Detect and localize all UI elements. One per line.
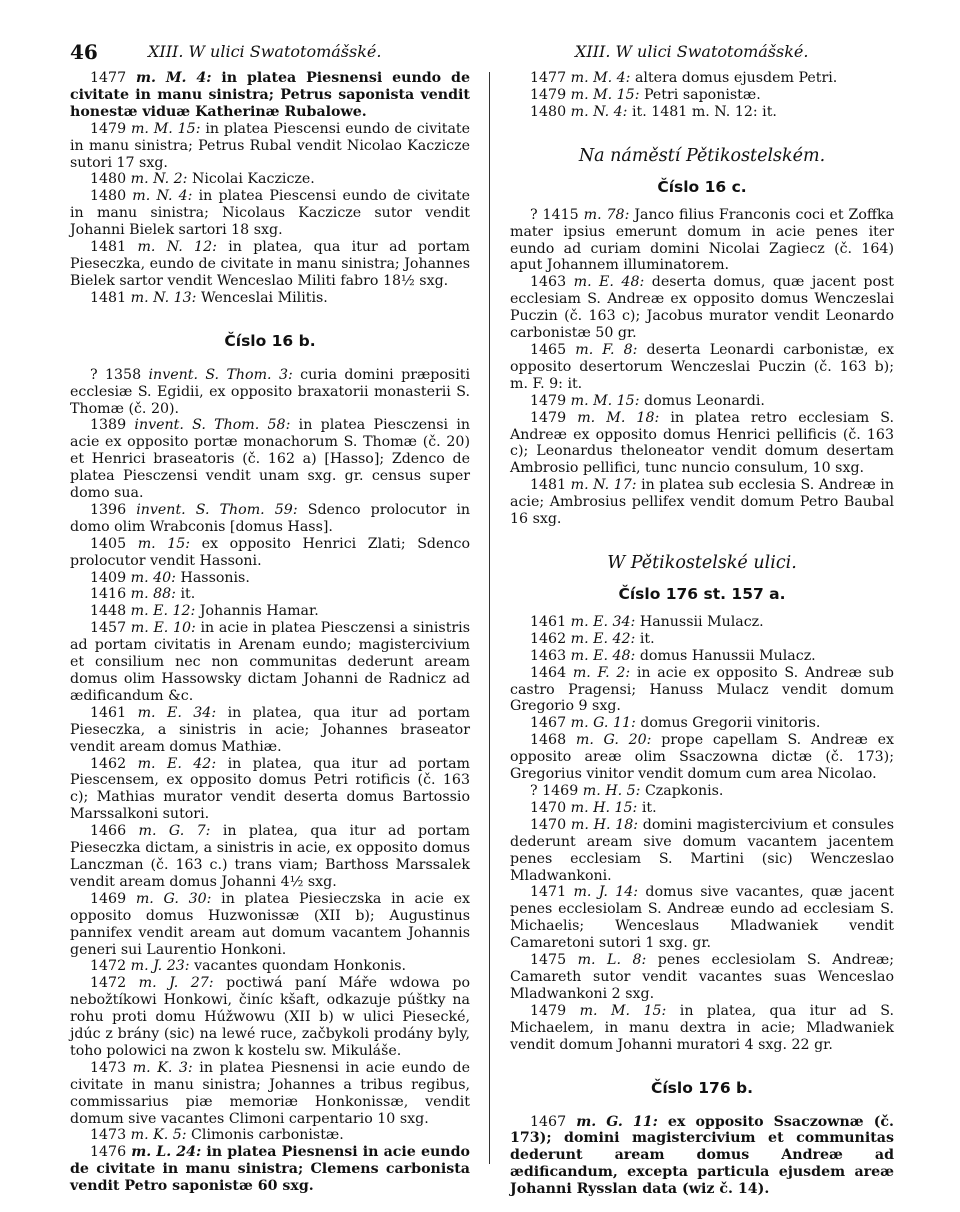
entry bbox=[510, 800, 894, 817]
entry-year: 1472 bbox=[90, 958, 127, 975]
entry-text: domus Hanussii Mulacz. bbox=[639, 647, 816, 664]
entry-year: 1469 bbox=[90, 890, 127, 907]
entry-reference: m. H. 15: bbox=[570, 799, 638, 816]
entry-year: 1466 bbox=[90, 823, 127, 840]
section-title-176b: Číslo 176 b. bbox=[650, 1078, 753, 1097]
entry-group bbox=[510, 70, 894, 121]
entry-year: 1476 bbox=[90, 1144, 127, 1161]
entry-year: 1461 bbox=[90, 704, 127, 721]
entry-year: 1472 bbox=[90, 975, 127, 992]
entry-text: ex opposito Henrici Zlati; Sdenco prolocutor vendit Hassoni. bbox=[70, 535, 471, 569]
entry bbox=[70, 756, 470, 824]
entry bbox=[510, 1114, 894, 1199]
entry-year: 1470 bbox=[530, 799, 567, 816]
entry-reference: m. E. 34: bbox=[137, 704, 217, 721]
entry-reference: m. 78: bbox=[583, 206, 630, 223]
entry-text: Hassonis. bbox=[180, 569, 250, 586]
entry-year: 1480 bbox=[90, 171, 127, 188]
entry-reference: m. F. 2: bbox=[572, 664, 631, 681]
entry-reference: m. M. 18: bbox=[577, 409, 660, 426]
entry bbox=[70, 188, 470, 239]
entry bbox=[510, 884, 894, 952]
entry bbox=[70, 705, 470, 756]
entry-reference: invent. S. Thom. 58: bbox=[134, 417, 291, 434]
entry-text: domus sive vacantes, quæ jacent penes ecclesiolam S. Andreæ eundo ad ecclesiam S. Michaelis; Wenceslaus Mladwaniek vendit Camaretoni sutori 1 sxg. gr. bbox=[510, 884, 895, 952]
entry bbox=[70, 1127, 470, 1144]
entry-year: 1481 bbox=[90, 239, 127, 256]
entry bbox=[510, 1003, 894, 1054]
entry-reference: m. L. 8: bbox=[577, 952, 647, 969]
entry-text: altera domus ejusdem Petri. bbox=[634, 70, 838, 86]
entry-year: 1473 bbox=[90, 1127, 127, 1144]
running-title-right: XIII. W ulici Swatotomášské. bbox=[575, 42, 809, 61]
entry-year: 1409 bbox=[90, 569, 127, 586]
entry-reference: m. G. 11: bbox=[570, 715, 636, 732]
entry-reference: m. J. 23: bbox=[130, 958, 190, 975]
entry-text: in platea Piescensi eundo de civitate in manu sinistra; Nicolaus Kaczicze sutor vendit Johanni Bielek sartori 18 sxg. bbox=[70, 188, 470, 239]
entry-year: ? 1415 bbox=[530, 206, 579, 223]
entry-text: deserta Leonardi carbonistæ, ex opposito desertorum Wenczeslai Puczin (č. 163 b); m. F. 9: it. bbox=[510, 341, 894, 392]
entry-text: in platea, qua itur ad S. Michaelem, in manu dextra in acie; Mladwaniek vendit domum Johanni muratori 4 sxg. 22 gr. bbox=[510, 1002, 895, 1053]
entry-text: penes ecclesiolam S. Andreæ; Camareth sutor vendit vacantes suas Wenceslao Mladwankoni 2 sxg. bbox=[510, 952, 894, 1002]
entry-reference: m. E. 34: bbox=[570, 613, 636, 630]
entry-reference: m. M. 15: bbox=[570, 392, 640, 409]
entry-reference: m. K. 3: bbox=[132, 1059, 193, 1076]
entry bbox=[70, 620, 470, 705]
entry-reference: m. L. 24: bbox=[131, 1144, 202, 1161]
entry-reference: m. G. 7: bbox=[138, 823, 211, 840]
entry-year: 1471 bbox=[530, 884, 567, 901]
entry-reference: m. J. 27: bbox=[138, 975, 214, 992]
entry-reference: m. G. 30: bbox=[135, 890, 212, 907]
entry-year: 1475 bbox=[530, 952, 567, 969]
entry-text: it. bbox=[641, 799, 657, 816]
entry-year: 1463 bbox=[530, 647, 567, 664]
entry-year: 1457 bbox=[90, 620, 127, 637]
entry bbox=[510, 477, 894, 528]
entry bbox=[70, 239, 470, 290]
entry-reference: m. G. 20: bbox=[575, 732, 652, 749]
entry bbox=[70, 121, 470, 172]
entry-year: 1479 bbox=[530, 86, 567, 103]
entry-text: Janco filius Franconis coci et Zoffka mater ipsius emerunt domum in acie penes iter eundo ad curiam domini Nicolai Zagiecz (č. 164) aput Johannem illuminatorem. bbox=[510, 206, 895, 274]
entry-reference: m. E. 48: bbox=[570, 647, 636, 664]
entry bbox=[510, 274, 894, 342]
entry-year: 1473 bbox=[90, 1059, 127, 1076]
entry-text: in platea Piesnensi in acie eundo de civitate in manu sinistra; Clemens carbonista vendit Petro saponistæ 60 sxg. bbox=[70, 1144, 470, 1195]
entry bbox=[510, 783, 894, 800]
entry-text: Nicolai Kaczicze. bbox=[191, 171, 315, 188]
entry-reference: m. E. 42: bbox=[570, 630, 636, 647]
entry-year: 1405 bbox=[90, 535, 127, 552]
entry bbox=[510, 207, 894, 275]
entry-group bbox=[510, 614, 894, 1054]
entry-text: in platea sub ecclesia S. Andreæ in acie; Ambrosius pellifex vendit domum Petro Baubal 16 sxg. bbox=[510, 477, 894, 528]
entry bbox=[70, 171, 470, 188]
entry-reference: m. H. 18: bbox=[570, 816, 639, 833]
entry-year: 1479 bbox=[530, 392, 567, 409]
entry-text: vacantes quondam Honkonis. bbox=[194, 958, 407, 975]
section-title-16c: Číslo 16 c. bbox=[657, 177, 747, 196]
entry-year: ? 1469 bbox=[530, 783, 579, 799]
entry-year: 1448 bbox=[90, 603, 127, 620]
entry-year: 1481 bbox=[530, 477, 567, 494]
entry-year: 1465 bbox=[530, 341, 567, 358]
entry-year: 1464 bbox=[530, 664, 567, 681]
entry-reference: m. N. 4: bbox=[570, 103, 628, 120]
entry bbox=[70, 975, 470, 1060]
entry-text: ex opposito Ssaczownæ (č. 173); domini magistercivium et communitas dederunt aream domus Andreæ ad ædificandum, excepta particula ejusdem areæ Johanni Rysslan data (wiz č. 14). bbox=[510, 1113, 894, 1198]
entry-reference: m. F. 8: bbox=[575, 341, 638, 358]
entry bbox=[510, 715, 894, 732]
entry-year: 1479 bbox=[530, 409, 567, 426]
entry bbox=[70, 570, 470, 587]
entry-reference: m. K. 5: bbox=[130, 1127, 187, 1144]
left-column bbox=[70, 70, 470, 1195]
entry-reference: m. M. 4: bbox=[570, 70, 631, 86]
entry-text: Petri saponistæ. bbox=[644, 86, 761, 103]
entry-text: in platea retro ecclesiam S. Andreæ ex opposito domus Henrici pellificis (č. 163 c); Leonardus theloneator vendit domum desertam Ambrosio pellifici, tunc nuncio consulum, 10 sxg. bbox=[510, 409, 894, 477]
entry-text: in platea Piesnensi eundo de civitate in manu sinistra; Petrus saponista vendit honestæ viduæ Katherinæ Rubalowe. bbox=[70, 70, 470, 120]
entry-reference: m. M. 4: bbox=[136, 70, 212, 86]
entry-reference: m. H. 5: bbox=[582, 783, 641, 799]
entry-year: 1477 bbox=[530, 70, 567, 86]
entry-year: 1468 bbox=[530, 732, 567, 749]
entry-text: in acie in platea Piesczensi a sinistris ad portam civitatis in Arenam eundo; magistercivium et consilium nec non communitas dederunt aream domus olim Hassowsky dictam Johanni de Radnicz ad ædificandum &c. bbox=[70, 620, 470, 704]
entry bbox=[70, 70, 470, 121]
entry-text: domus Gregorii vinitoris. bbox=[640, 715, 821, 732]
running-title-left: XIII. W ulici Swatotomášské. bbox=[148, 42, 382, 61]
entry bbox=[70, 502, 470, 536]
entry bbox=[70, 417, 470, 502]
entry-text: it. 1481 m. N. 12: it. bbox=[631, 103, 777, 120]
entry-text: poctiwá paní Máře wdowa po nebožtíkowi Honkowi, činíc kšaft, odkazuje púštky na rohu proti domu Húžwowu (XII b) w ulici Piesecké, jdúc z brány (sic) na lewé ruce, začbykoli prodány byly, toho polowici na zwon k kostelu sw. Mikuláše. bbox=[70, 975, 471, 1059]
entry-text: Climonis carbonistæ. bbox=[191, 1127, 344, 1144]
entry-reference: m. M. 15: bbox=[130, 120, 201, 137]
entry-group bbox=[70, 367, 470, 1195]
entry bbox=[510, 817, 894, 885]
entry bbox=[510, 952, 894, 1003]
entry bbox=[510, 665, 894, 716]
entry-text: Johannis Hamar. bbox=[199, 603, 319, 620]
entry-reference: m. 88: bbox=[130, 586, 176, 603]
entry-year: 1479 bbox=[90, 120, 127, 137]
entry-reference: m. N. 4: bbox=[132, 188, 193, 205]
entry-text: in platea Piesieczska in acie ex opposito domus Huzwonissæ (XII b); Augustinus pannifex vendit aream aut domum vacantem Johannis generi sui Laurentio Honkoni. bbox=[70, 890, 470, 958]
entry-reference: m. E. 10: bbox=[130, 620, 196, 637]
entry-reference: m. N. 13: bbox=[130, 289, 197, 306]
entry-reference: invent. S. Thom. 3: bbox=[148, 366, 293, 383]
entry-text: in platea Piescensi eundo de civitate in manu sinistra; Petrus Rubal vendit Nicolao Kaczicze sutori 17 sxg. bbox=[70, 120, 471, 171]
entry-group bbox=[510, 1114, 894, 1199]
entry-reference: m. M. 15: bbox=[570, 86, 640, 103]
entry bbox=[510, 342, 894, 393]
place-title-namesti: Na náměstí Pětikostelském. bbox=[578, 145, 826, 166]
entry-year: 1470 bbox=[530, 816, 567, 833]
entry-year: 1462 bbox=[90, 755, 127, 772]
entry-year: 1477 bbox=[90, 70, 127, 86]
entry-year: 1479 bbox=[530, 1002, 567, 1019]
entry-year: 1480 bbox=[90, 188, 127, 205]
entry-year: 1481 bbox=[90, 289, 127, 306]
entry-reference: m. G. 11: bbox=[576, 1113, 658, 1130]
entry-text: domus Leonardi. bbox=[644, 392, 765, 409]
entry-text: Hanussii Mulacz. bbox=[639, 613, 764, 630]
entry-year: 1416 bbox=[90, 586, 127, 603]
entry-year: 1396 bbox=[90, 501, 127, 518]
entry-text: in platea Piesczensi in acie ex opposito portæ monachorum S. Thomæ (č. 20) et Henrici braseatoris (č. 162 a) [Hasso]; Zdenco de platea Piesczensi vendit unam sxg. gr. census super domo sua. bbox=[70, 417, 471, 502]
entry bbox=[70, 367, 470, 418]
entry-text: it. bbox=[180, 586, 196, 603]
place-title-ulice: W Pětikostelské ulici. bbox=[607, 552, 797, 573]
entry bbox=[70, 891, 470, 959]
entry bbox=[70, 290, 470, 307]
entry bbox=[510, 648, 894, 665]
entry-year: 1480 bbox=[530, 103, 567, 120]
entry-year: 1467 bbox=[530, 715, 567, 732]
entry-text: it. bbox=[639, 630, 655, 647]
entry bbox=[510, 631, 894, 648]
entry-text: in platea Piesnensi in acie eundo de civitate in manu sinistra; Johannes a tribus regibus, commissarius piæ memoriæ Honkonissæ, vendit domum sive vacantes Climoni carpentario 10 sxg. bbox=[70, 1059, 471, 1127]
section-title-16b: Číslo 16 b. bbox=[224, 331, 316, 350]
page-number: 46 bbox=[70, 40, 98, 64]
entry-year: 1461 bbox=[530, 613, 567, 630]
entry-year: 1389 bbox=[90, 417, 127, 434]
section-title-176a: Číslo 176 st. 157 a. bbox=[618, 584, 786, 603]
entry-text: in platea, qua itur ad portam Piescensem, ex opposito domus Petri rotificis (č. 163 c); Mathias murator vendit deserta domus Bartossio Marssalkoni sutori. bbox=[70, 755, 471, 823]
entry-text: Wenceslai Militis. bbox=[200, 289, 328, 306]
entry-year: 1467 bbox=[530, 1113, 567, 1130]
entry bbox=[510, 732, 894, 783]
entry bbox=[510, 87, 894, 104]
entry-text: in platea, qua itur ad portam Pieseczka dictam, a sinistris in acie, ex opposito domus Lanczman (č. 163 c.) trans viam; Barthoss Marssalek vendit aream domus Johanni 4½ sxg. bbox=[70, 823, 471, 890]
entry bbox=[70, 1144, 470, 1195]
entry-reference: m. N. 12: bbox=[137, 239, 217, 256]
entry bbox=[70, 1060, 470, 1128]
entry-reference: m. E. 42: bbox=[137, 755, 217, 772]
entry-text: Czapkonis. bbox=[644, 783, 724, 799]
entry-group bbox=[70, 70, 470, 307]
entry bbox=[70, 823, 470, 891]
column-divider bbox=[489, 72, 490, 1164]
entry-year: 1463 bbox=[530, 274, 567, 291]
entry bbox=[70, 603, 470, 620]
entry-year: 1462 bbox=[530, 630, 567, 647]
entry-reference: m. 15: bbox=[137, 535, 191, 552]
entry-reference: m. J. 14: bbox=[573, 884, 639, 901]
entry-reference: m. E. 12: bbox=[130, 603, 196, 620]
entry bbox=[510, 104, 894, 121]
entry-text: in platea, qua itur ad portam Pieseczka, eundo de civitate in manu sinistra; Johannes Bielek sartor vendit Wenceslao Militi fabro 18½ sxg. bbox=[70, 239, 471, 289]
entry bbox=[70, 536, 470, 570]
entry bbox=[510, 393, 894, 410]
entry-text: in platea, qua itur ad portam Pieseczka, a sinistris in acie; Johannes braseator vendit aream domus Mathiæ. bbox=[70, 704, 471, 755]
entry-reference: m. N. 17: bbox=[570, 477, 637, 494]
entry-text: curia domini præpositi ecclesiæ S. Egidii, ex opposito braxatorii monasterii S. Thomæ (č. 20). bbox=[70, 366, 470, 417]
entry bbox=[510, 410, 894, 478]
right-column bbox=[510, 70, 894, 1198]
entry-text: domini magistercivium et consules dederunt aream sive domum vacantem jacentem penes ecclesiam S. Martini (sic) Wenczeslao Mladwankoni. bbox=[510, 816, 894, 884]
entry bbox=[70, 958, 470, 975]
entry-reference: invent. S. Thom. 59: bbox=[136, 501, 298, 518]
entry bbox=[510, 614, 894, 631]
entry-text: in acie ex opposito S. Andreæ sub castro Pragensi; Hanuss Mulacz vendit domum Gregorio 9 sxg. bbox=[510, 664, 895, 715]
entry-reference: m. 40: bbox=[130, 569, 176, 586]
entry-reference: m. M. 15: bbox=[579, 1002, 667, 1019]
running-header bbox=[0, 40, 960, 70]
entry-group bbox=[510, 207, 894, 528]
entry-text: Sdenco prolocutor in domo olim Wrabconis [domus Hass]. bbox=[70, 501, 471, 535]
entry-reference: m. E. 48: bbox=[573, 274, 645, 291]
entry-text: deserta domus, quæ jacent post ecclesiam S. Andreæ ex opposito domus Wenczeslai Puczin (č. 163 c); Jacobus murator vendit Leonardo carbonistæ 50 gr. bbox=[510, 274, 895, 342]
entry-year: ? 1358 bbox=[90, 366, 142, 383]
entry-reference: m. N. 2: bbox=[130, 171, 188, 188]
entry bbox=[70, 586, 470, 603]
entry-text: prope capellam S. Andreæ ex opposito areæ olim Ssaczowna dictæ (č. 173); Gregorius vinitor vendit domum cum area Nicolao. bbox=[510, 732, 895, 783]
entry bbox=[510, 70, 894, 87]
